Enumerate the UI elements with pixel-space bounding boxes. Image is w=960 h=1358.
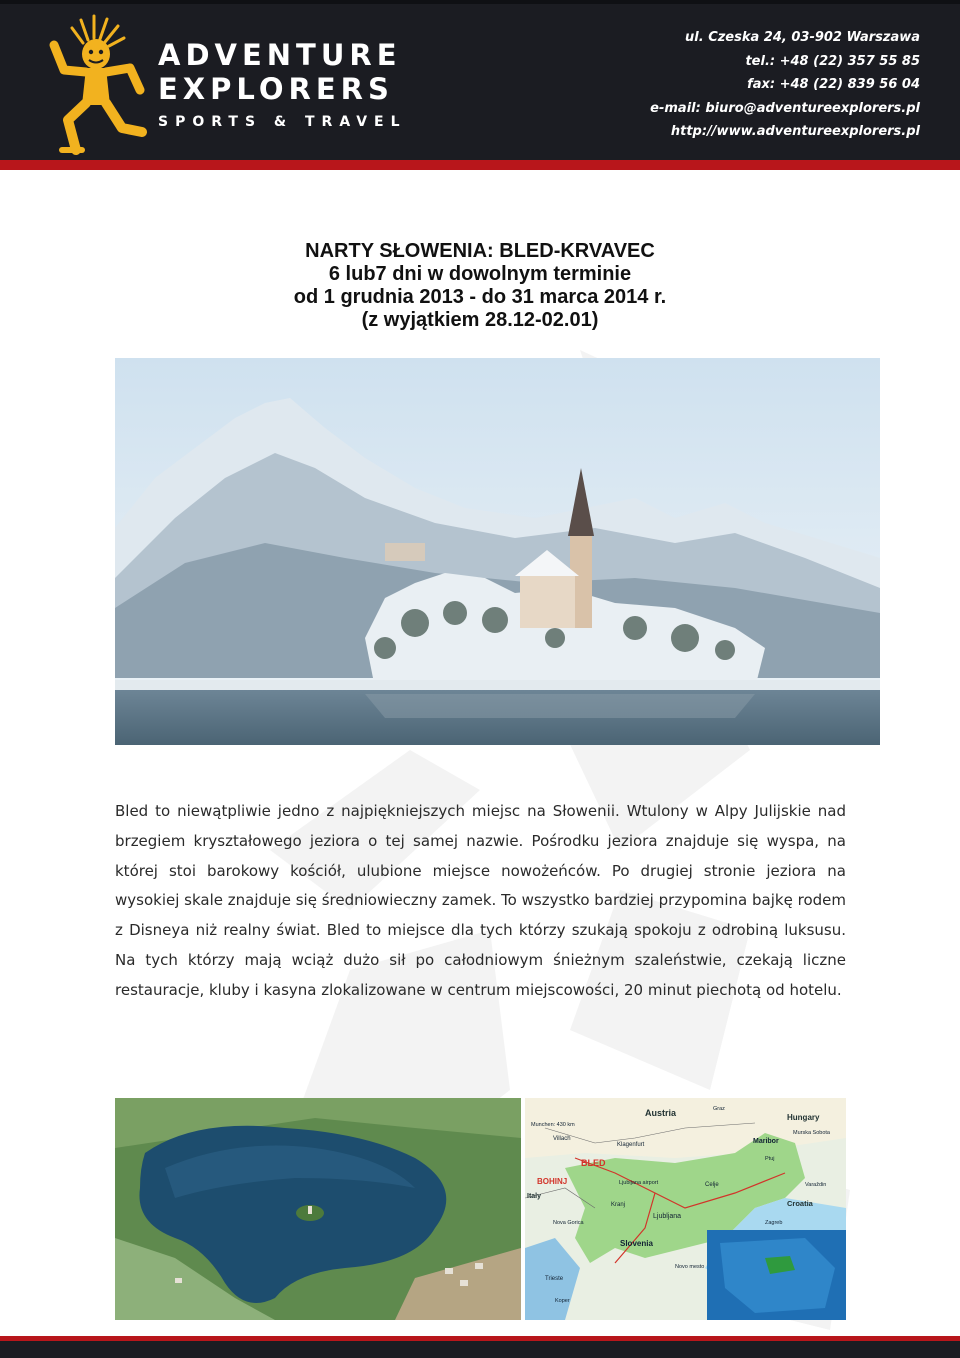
map-label-austria: Austria bbox=[645, 1108, 677, 1118]
brand-logo bbox=[158, 38, 407, 132]
map-label-airport: Ljubljana airport bbox=[619, 1180, 659, 1186]
header-red-bar bbox=[0, 160, 960, 170]
map-label-maribor: Maribor bbox=[753, 1138, 779, 1145]
map-label-koper: Koper bbox=[555, 1298, 570, 1304]
title-line-1: NARTY SŁOWENIA: BLED-KRVAVEC bbox=[305, 240, 655, 262]
contact-website[interactable]: http://www.adventureexplorers.pl bbox=[670, 124, 920, 139]
map-label-villach: Villach bbox=[553, 1136, 571, 1142]
map-label-italy: Italy bbox=[527, 1193, 542, 1200]
lake-bled-aerial-photo bbox=[115, 1098, 521, 1320]
map-label-slovenia: Slovenia bbox=[620, 1239, 653, 1248]
title-line-2: 6 lub7 dni w dowolnym terminie bbox=[328, 263, 632, 285]
brand-tagline: SPORTS & TRAVEL bbox=[158, 114, 407, 130]
brand-line-1: ADVENTURE bbox=[158, 38, 402, 72]
map-label-kranj: Kranj bbox=[611, 1202, 626, 1208]
map-label-bled: BLED bbox=[581, 1158, 606, 1168]
map-label-graz: Graz bbox=[713, 1106, 725, 1112]
page-footer bbox=[0, 1336, 960, 1358]
map-label-klagenfurt: Klagenfurt bbox=[617, 1142, 645, 1148]
map-label-croatia: Croatia bbox=[787, 1199, 813, 1208]
footer-red-line bbox=[0, 1336, 960, 1341]
map-label-novo-mesto: Novo mesto bbox=[675, 1264, 705, 1270]
map-label-ptuj: Ptuj bbox=[765, 1156, 775, 1162]
contact-email[interactable]: e-mail: biuro@adventureexplorers.pl bbox=[650, 100, 920, 116]
contact-tel: tel.: +48 (22) 357 55 85 bbox=[745, 53, 920, 69]
map-label-celje: Celje bbox=[705, 1182, 719, 1188]
title-line-3: od 1 grudnia 2013 - do 31 marca 2014 r. bbox=[293, 286, 667, 308]
map-label-murska-sobota: Murska Sobota bbox=[793, 1130, 830, 1136]
offer-title bbox=[0, 240, 960, 332]
contact-fax: fax: +48 (22) 839 56 04 bbox=[747, 77, 920, 92]
map-label-bohinj: BOHINJ bbox=[537, 1177, 568, 1186]
map-label-trieste: Trieste bbox=[545, 1276, 564, 1282]
map-label-nova-gorica: Nova Gorica bbox=[553, 1220, 584, 1226]
contact-address: ul. Czeska 24, 03-902 Warszawa bbox=[685, 30, 920, 45]
mascot-logo-icon bbox=[36, 10, 156, 160]
map-label-varazdin: Varaždin bbox=[805, 1182, 827, 1188]
map-label-distance: Munchen: 430 km bbox=[531, 1122, 575, 1128]
contact-block bbox=[650, 26, 920, 144]
map-label-hungary: Hungary bbox=[787, 1113, 820, 1122]
map-label-ljubljana: Ljubljana bbox=[653, 1213, 682, 1220]
brand-line-2: EXPLORERS bbox=[158, 72, 394, 106]
description-paragraph: Bled to niewątpliwie jedno z najpiękniejszych miejsc na Słowenii. Wtulony w Alpy Julijskie nad brzegiem kryształowego jeziora o tej samej nazwie. Pośrodku jeziora znajduje się wyspa, na której stoi barokowy kościół, ulubione miejsce nowożeńców. Po drugiej stronie jeziora na wysokiej skale znajduje się średniowieczny zamek. To wszystko bardziej przypomina bajkę rodem z Disneya niż realny świat. Bled to miejsce dla tych którzy szukają spokoju z odrobiną luksusu. Na tych którzy mają wciąż dużo sił po całodniowym śnieżnym szaleństwie, czekają liczne restauracje, kluby i kasyna zlokalizowane w centrum miejscowości, 20 minut piechotą od hotelu. bbox=[115, 802, 846, 999]
bled-winter-photo bbox=[115, 358, 880, 745]
slovenia-map-image bbox=[525, 1098, 846, 1320]
map-label-zagreb: Zagreb bbox=[765, 1220, 783, 1226]
page-header bbox=[0, 0, 960, 170]
header-top-line bbox=[0, 0, 960, 4]
title-line-4: (z wyjątkiem 28.12-02.01) bbox=[361, 309, 599, 331]
